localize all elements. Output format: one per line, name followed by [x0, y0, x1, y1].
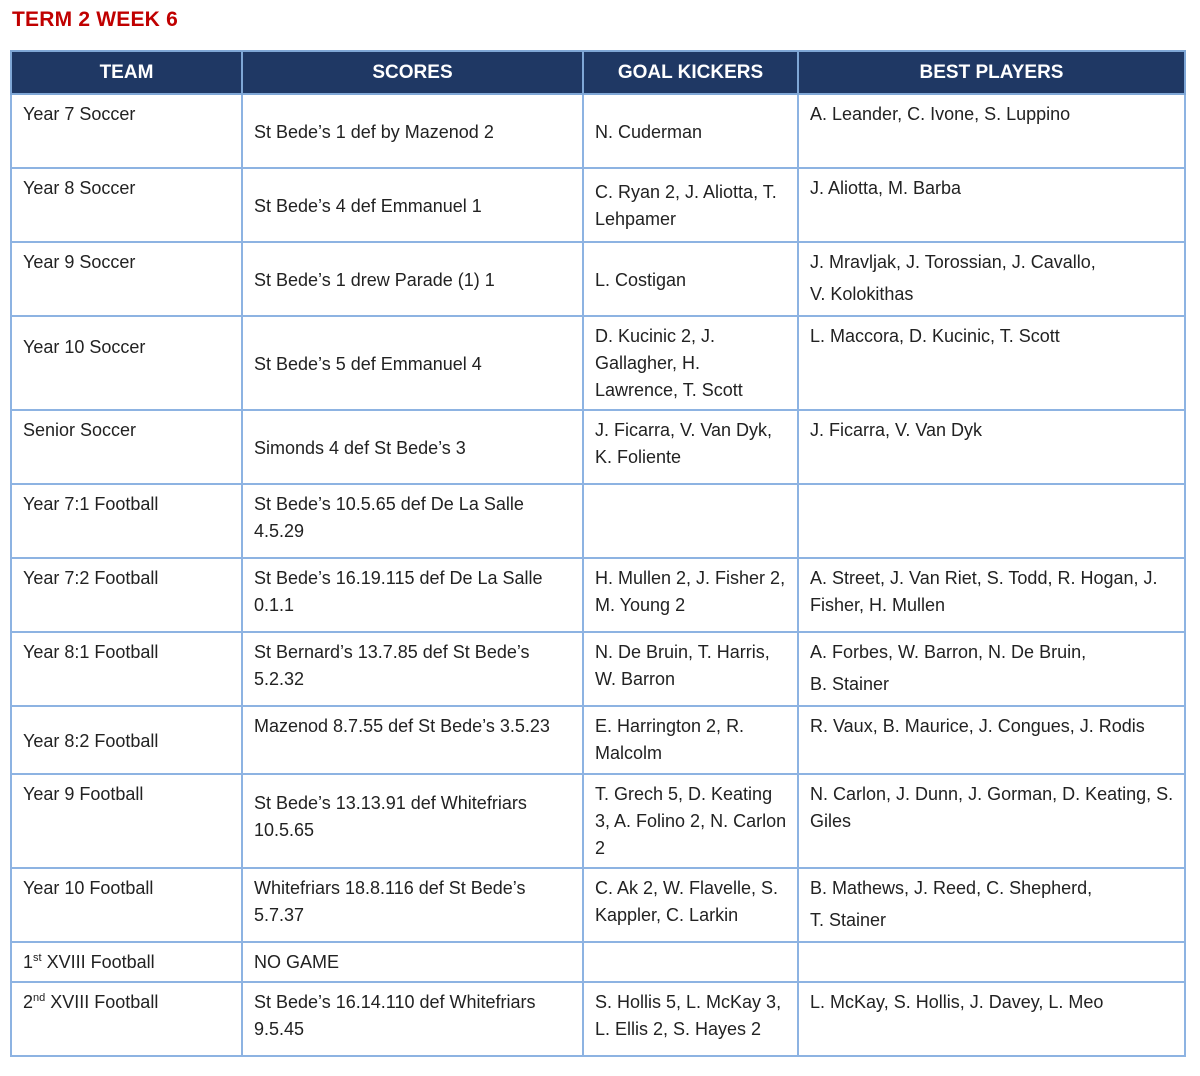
goal-kickers-cell: S. Hollis 5, L. McKay 3, L. Ellis 2, S. Hayes 2	[583, 982, 798, 1056]
best-players-cell: L. McKay, S. Hollis, J. Davey, L. Meo	[798, 982, 1185, 1056]
score-cell: St Bede’s 13.13.91 def Whitefriars 10.5.65	[242, 774, 583, 868]
table-row	[11, 94, 1185, 168]
table-row	[11, 410, 1185, 484]
goal-kickers-cell: H. Mullen 2, J. Fisher 2, M. Young 2	[583, 558, 798, 632]
goal-kickers-cell: L. Costigan	[583, 242, 798, 316]
team-cell: Year 8:2 Football	[11, 706, 242, 774]
best-players-line: J. Mravljak, J. Torossian, J. Cavallo,	[810, 252, 1096, 272]
best-players-line: A. Forbes, W. Barron, N. De Bruin,	[810, 642, 1087, 662]
best-players-cell	[798, 942, 1185, 982]
best-players-line: T. Stainer	[810, 910, 887, 930]
best-players-cell	[798, 868, 1185, 942]
score-cell: St Bede’s 10.5.65 def De La Salle 4.5.29	[242, 484, 583, 558]
team-cell: Year 9 Soccer	[11, 242, 242, 316]
table-row	[11, 868, 1185, 942]
score-cell: St Bernard’s 13.7.85 def St Bede’s 5.2.32	[242, 632, 583, 706]
best-players-line: B. Mathews, J. Reed, C. Shepherd,	[810, 878, 1093, 898]
team-cell: Year 7:1 Football	[11, 484, 242, 558]
score-cell: St Bede’s 5 def Emmanuel 4	[242, 316, 583, 410]
header-row	[11, 51, 1185, 94]
best-players-cell	[798, 632, 1185, 706]
goal-kickers-cell: J. Ficarra, V. Van Dyk, K. Foliente	[583, 410, 798, 484]
header-team: TEAM	[11, 51, 242, 94]
best-players-line: V. Kolokithas	[810, 284, 914, 304]
best-players-cell: J. Aliotta, M. Barba	[798, 168, 1185, 242]
best-players-cell: A. Leander, C. Ivone, S. Luppino	[798, 94, 1185, 168]
table-row	[11, 558, 1185, 632]
goal-kickers-cell	[583, 484, 798, 558]
goal-kickers-cell: E. Harrington 2, R. Malcolm	[583, 706, 798, 774]
score-cell: St Bede’s 1 def by Mazenod 2	[242, 94, 583, 168]
team-cell: Year 9 Football	[11, 774, 242, 868]
score-cell: Whitefriars 18.8.116 def St Bede’s 5.7.37	[242, 868, 583, 942]
goal-kickers-cell: N. Cuderman	[583, 94, 798, 168]
table-row	[11, 942, 1185, 982]
team-cell: Year 7 Soccer	[11, 94, 242, 168]
best-players-line: B. Stainer	[810, 674, 890, 694]
score-cell: NO GAME	[242, 942, 583, 982]
header-best-players: BEST PLAYERS	[798, 51, 1185, 94]
goal-kickers-cell: T. Grech 5, D. Keating 3, A. Folino 2, N. Carlon 2	[583, 774, 798, 868]
score-cell: St Bede’s 4 def Emmanuel 1	[242, 168, 583, 242]
team-cell: Senior Soccer	[11, 410, 242, 484]
team-cell: Year 10 Football	[11, 868, 242, 942]
header-goal-kickers: GOAL KICKERS	[583, 51, 798, 94]
best-players-cell: J. Ficarra, V. Van Dyk	[798, 410, 1185, 484]
team-cell: 1st XVIII Football	[11, 942, 242, 982]
best-players-cell: R. Vaux, B. Maurice, J. Congues, J. Rodis	[798, 706, 1185, 774]
page-title: TERM 2 WEEK 6	[12, 8, 178, 31]
best-players-cell: L. Maccora, D. Kucinic, T. Scott	[798, 316, 1185, 410]
table-row	[11, 484, 1185, 558]
table-row	[11, 774, 1185, 868]
team-cell: Year 10 Soccer	[11, 316, 242, 410]
best-players-cell	[798, 242, 1185, 316]
table-row	[11, 982, 1185, 1056]
score-cell: St Bede’s 16.14.110 def Whitefriars 9.5.45	[242, 982, 583, 1056]
table-row	[11, 242, 1185, 316]
results-table	[10, 50, 1186, 1057]
score-cell: St Bede’s 16.19.115 def De La Salle 0.1.1	[242, 558, 583, 632]
goal-kickers-cell: N. De Bruin, T. Harris, W. Barron	[583, 632, 798, 706]
team-cell: 2nd XVIII Football	[11, 982, 242, 1056]
table-row	[11, 168, 1185, 242]
goal-kickers-cell: D. Kucinic 2, J. Gallagher, H. Lawrence, T. Scott	[583, 316, 798, 410]
table-row	[11, 316, 1185, 410]
goal-kickers-cell	[583, 942, 798, 982]
best-players-cell: N. Carlon, J. Dunn, J. Gorman, D. Keating, S. Giles	[798, 774, 1185, 868]
header-scores: SCORES	[242, 51, 583, 94]
team-cell: Year 8 Soccer	[11, 168, 242, 242]
goal-kickers-cell: C. Ak 2, W. Flavelle, S. Kappler, C. Larkin	[583, 868, 798, 942]
team-cell: Year 7:2 Football	[11, 558, 242, 632]
goal-kickers-cell: C. Ryan 2, J. Aliotta, T. Lehpamer	[583, 168, 798, 242]
best-players-cell	[798, 484, 1185, 558]
table-row	[11, 706, 1185, 774]
best-players-cell: A. Street, J. Van Riet, S. Todd, R. Hogan, J. Fisher, H. Mullen	[798, 558, 1185, 632]
score-cell: St Bede’s 1 drew Parade (1) 1	[242, 242, 583, 316]
table-row	[11, 632, 1185, 706]
score-cell: Simonds 4 def St Bede’s 3	[242, 410, 583, 484]
team-cell: Year 8:1 Football	[11, 632, 242, 706]
score-cell: Mazenod 8.7.55 def St Bede’s 3.5.23	[242, 706, 583, 774]
